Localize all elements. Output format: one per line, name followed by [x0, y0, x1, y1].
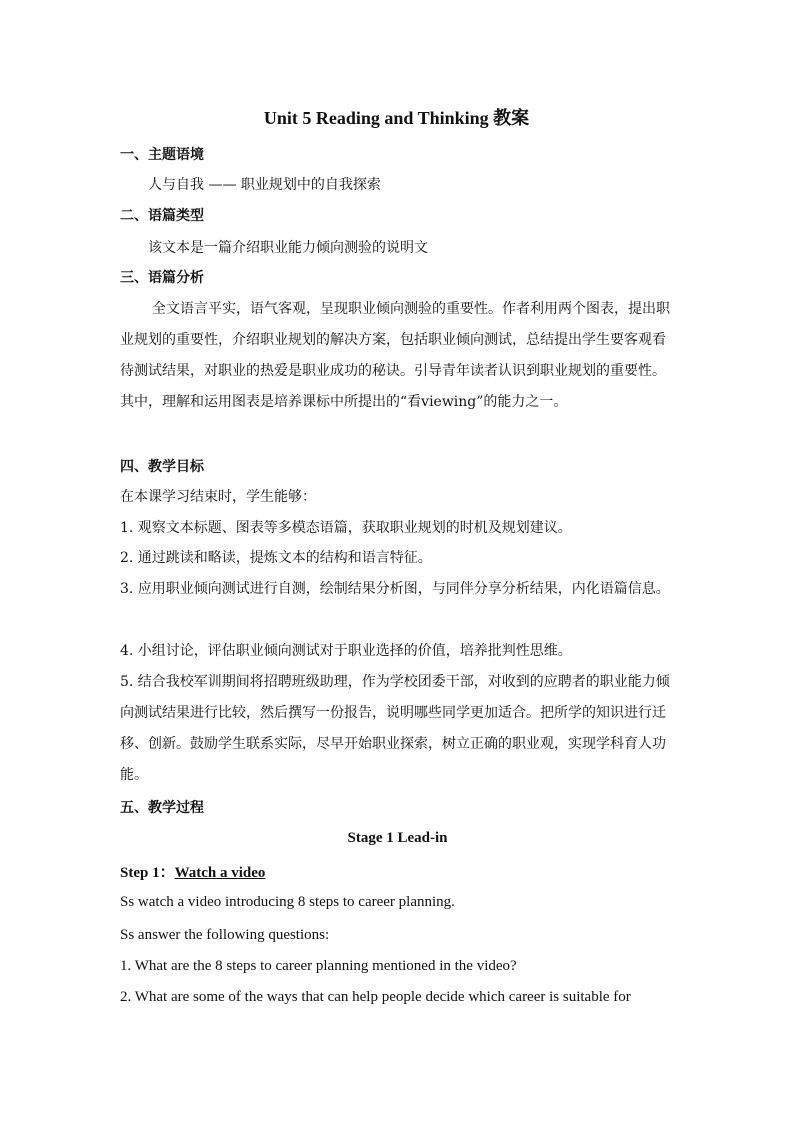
- step-title: Watch a video: [174, 865, 266, 881]
- section-heading-process: 五、教学过程: [120, 800, 204, 816]
- objective-item: 3. 应用职业倾向测试进行自测，绘制结果分析图，与同伴分享分析结果，内化语篇信息。: [120, 581, 670, 597]
- theme-text: 人与自我 —— 职业规划中的自我探索: [148, 177, 381, 193]
- objectives-intro: 在本课学习结束时，学生能够：: [120, 489, 316, 505]
- step-label: Step 1：: [120, 865, 175, 881]
- section-heading-theme: 一、主题语境: [120, 147, 204, 163]
- objective-item: 1. 观察文本标题、图表等多模态语篇，获取职业规划的时机及规划建议。: [120, 520, 572, 536]
- section-heading-analysis: 三、语篇分析: [120, 270, 204, 286]
- objective-item: 4. 小组讨论，评估职业倾向测试对于职业选择的价值，培养批判性思维。: [120, 643, 572, 659]
- step-heading: [120, 861, 675, 882]
- process-line: 1. What are the 8 steps to career planning mentioned in the video?: [120, 958, 517, 974]
- process-line: 2. What are some of the ways that can help people decide which career is suitable for: [120, 989, 631, 1005]
- stage-heading: Stage 1 Lead-in: [347, 830, 448, 846]
- text-type-text: 该文本是一篇介绍职业能力倾向测验的说明文: [148, 240, 428, 256]
- analysis-paragraph: 全文语言平实，语气客观，呈现职业倾向测验的重要性。作者利用两个图表，提出职业规划的重要性，介绍职业规划的解决方案，包括职业倾向测试，总结提出学生要客观看待测试结果，对职业的热爱是职业成功的秘诀。引导青年读者认识到职业规划的重要性。其中，理解和运用图表是培养课标中所提出的“看viewing”的能力之一。: [120, 301, 670, 410]
- objective-item: 5. 结合我校军训期间将招聘班级助理，作为学校团委干部，对收到的应聘者的职业能力倾向测试结果进行比较，然后撰写一份报告，说明哪些同学更加适合。把所学的知识进行迁移、创新。鼓励学生联系实际，尽早开始职业探索，树立正确的职业观，实现学科育人功能。: [120, 674, 670, 783]
- section-heading-text-type: 二、语篇类型: [120, 208, 204, 224]
- objective-item: 2. 通过跳读和略读，提炼文本的结构和语言特征。: [120, 550, 432, 566]
- process-line: Ss watch a video introducing 8 steps to career planning.: [120, 894, 455, 910]
- process-line: Ss answer the following questions:: [120, 927, 330, 943]
- document-title: Unit 5 Reading and Thinking 教案: [263, 108, 530, 128]
- section-heading-objectives: 四、教学目标: [120, 459, 204, 475]
